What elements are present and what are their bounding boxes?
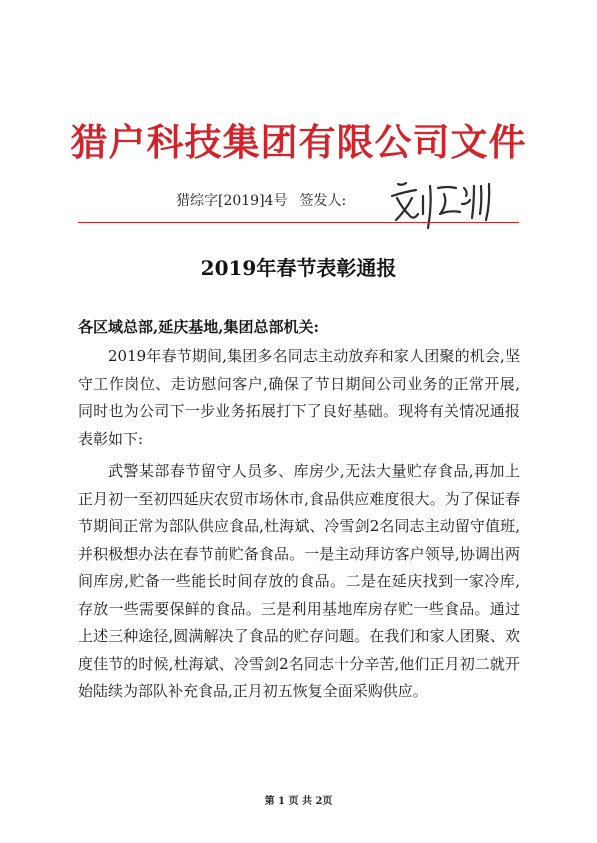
notice-body [78, 343, 520, 706]
page-number: 第 1 页 共 2页 [264, 796, 333, 807]
red-header-rule [78, 222, 519, 223]
body-paragraph: 武警某部春节留守人员多、库房少,无法大量贮存食品,再加上正月初一至初四延庆农贸市场休市,食品供应难度很大。为了保证春节期间正常为部队供应食品,杜海斌、冷雪剑2名同志主动留守值班,并积极想办法在春节前贮备食品。一是主动拜访客户领导,协调出两间库房,贮备一些能长时间存放的食品。二是在延庆找到一家冷库,存放一些需要保鲜的食品。三是利用基地库房存贮一些食品。通过上述三种途径,圆满解决了食品的贮存问题。在我们和家人团聚、欢度佳节的时候,杜海斌、冷雪剑2名同志十分辛苦,他们正月初二就开始陆续为部队补充食品,正月初五恢复全面采购供应。 [78, 462, 520, 700]
org-masthead: 猎户科技集团有限公司文件 [70, 121, 527, 164]
body-paragraph: 2019年春节期间,集团多名同志主动放弃和家人团聚的机会,坚守工作岗位、走访慰问客户,确保了节日期间公司业务的正常开展,同时也为公司下一步业务拓展打下了良好基础。现将有关情况通报表彰如下: [78, 347, 520, 448]
salutation: 各区域总部,延庆基地,集团总部机关: [78, 318, 319, 336]
issuer-label: 签发人: [299, 193, 347, 209]
document-number: 猎综字[2019]4号 [176, 193, 288, 209]
notice-title: 2019年春节表彰通报 [200, 256, 397, 280]
document-number-line [176, 190, 346, 210]
